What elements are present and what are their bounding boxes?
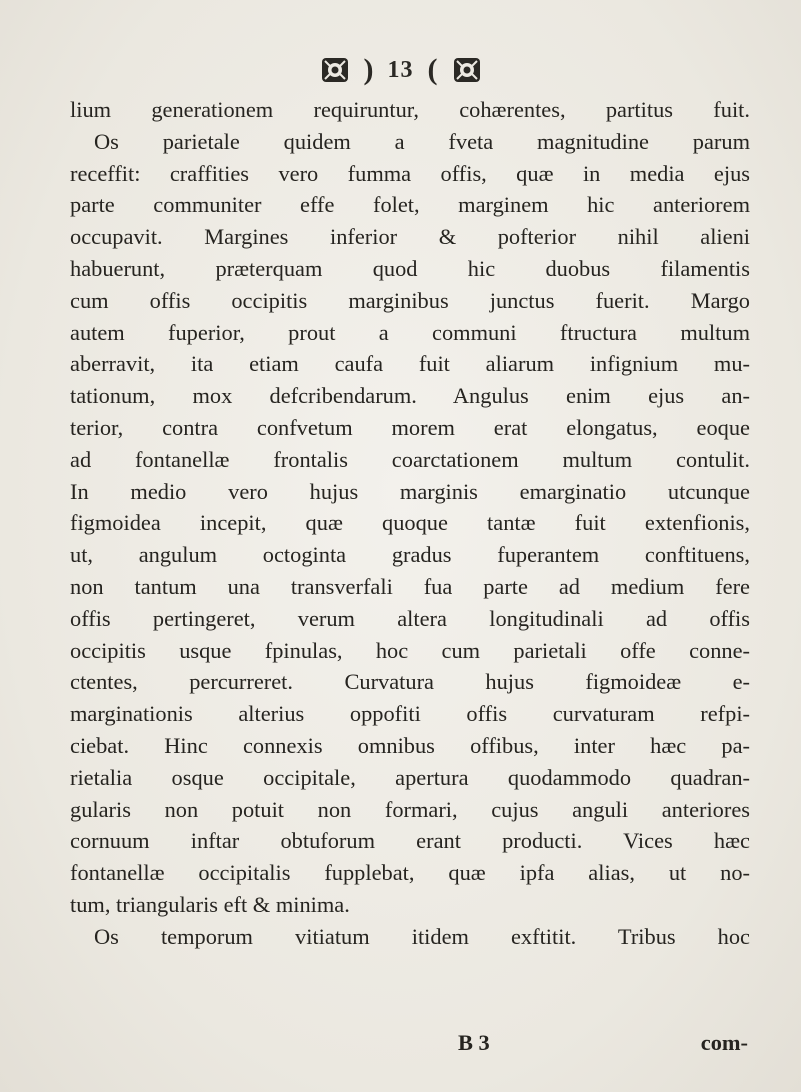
text-line: marginationis alterius oppofiti offis curvaturam refpi- [70,701,750,727]
text-line: cum offis occipitis marginibus junctus fuerit. Margo [70,287,750,313]
signature-mark: B 3 [458,1030,490,1055]
text-line: offis pertingeret, verum altera longitudinali ad offis [70,605,750,631]
text-line: receffit: craffities vero fumma offis, quæ in media ejus [70,160,750,186]
text-line: In medio vero hujus marginis emarginatio utcunque [70,478,750,504]
text-line: gularis non potuit non formari, cujus anguli anteriores [70,796,750,822]
text-line: aberravit, ita etiam caufa fuit aliarum infignium mu- [70,351,750,377]
page-footer [70,1030,750,1062]
catchword: com- [700,1030,748,1055]
page-number: 13 [387,56,414,83]
fleuron-left-icon [320,56,350,84]
text-line: tationum, mox defcribendarum. Angulus enim ejus an- [70,383,750,409]
text-line: occupavit. Margines inferior & pofterior nihil alieni [70,224,750,250]
text-line: ctentes, percurreret. Curvatura hujus figmoideæ e- [70,669,750,695]
text-line: lium generationem requiruntur, cohærentes, partitus fuit. [70,97,750,122]
body-text [70,94,750,953]
text-line: terior, contra confvetum morem erat elongatus, eoque [70,414,750,440]
text-line: figmoidea incepit, quæ quoque tantæ fuit extenfionis, [70,510,750,536]
text-line: fontanellæ occipitalis fupplebat, quæ ipfa alias, ut no- [70,860,750,886]
text-line: parte communiter effe folet, marginem hic anteriorem [70,192,750,218]
paragraph-1 [70,94,750,126]
paragraph-3 [70,921,750,953]
text-line: habuerunt, præterquam quod hic duobus filamentis [70,255,750,281]
text-line: cornuum inftar obtuforum erant producti. Vices hæc [70,828,750,854]
text-line: non tantum una transverfali fua parte ad medium fere [70,573,750,599]
text-line: autem fuperior, prout a communi ftructura multum [70,319,750,345]
running-header [0,48,801,92]
text-line: ad fontanellæ frontalis coarctationem multum contulit. [70,446,750,472]
text-line: tum, triangularis eft & minima. [70,891,350,917]
text-line: occipitis usque fpinulas, hoc cum parietali offe conne- [70,637,750,663]
text-line: ciebat. Hinc connexis omnibus offibus, inter hæc pa- [70,732,750,758]
header-paren-right: ( [427,53,438,86]
text-line: Os temporum vitiatum itidem exftitit. Tribus hoc [94,923,750,949]
text-line: Os parietale quidem a fveta magnitudine parum [94,128,750,154]
fleuron-right-icon [452,56,482,84]
text-line: rietalia osque occipitale, apertura quodammodo quadran- [70,764,750,790]
header-paren-left: ) [363,53,374,86]
paragraph-2 [70,126,750,921]
text-line: ut, angulum octoginta gradus fuperantem conftituens, [70,542,750,568]
